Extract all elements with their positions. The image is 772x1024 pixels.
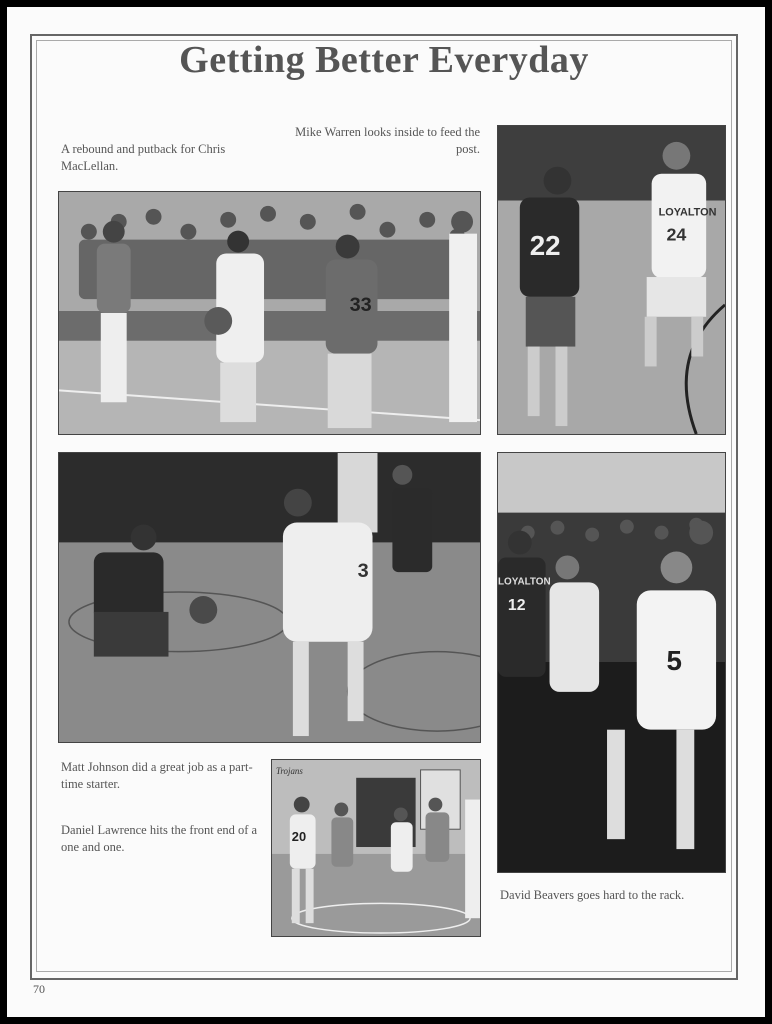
photo-feed-post	[497, 125, 726, 435]
jersey-number-3: 3	[357, 560, 369, 583]
jersey-number-24: 24	[666, 224, 687, 245]
caption-matt-johnson: Matt Johnson did a great job as a part-time starter.	[61, 760, 253, 791]
jersey-team-name-2: LOYALTON	[498, 576, 551, 588]
jersey-number-20: 20	[291, 829, 307, 845]
caption-david-beavers: David Beavers goes hard to the rack.	[500, 888, 685, 902]
photo-matt-johnson	[58, 452, 481, 743]
photo-david-beavers	[497, 452, 726, 873]
jersey-number-5: 5	[666, 644, 682, 676]
photo-rebound	[58, 191, 481, 435]
page-number: 70	[33, 982, 45, 996]
jersey-number-22: 22	[529, 230, 561, 262]
photo-daniel-lawrence	[271, 759, 481, 937]
jersey-number-12: 12	[507, 597, 526, 615]
page-title: Getting Better Everyday	[179, 39, 589, 81]
caption-daniel-lawrence: Daniel Lawrence hits the front end of a one and one.	[61, 823, 258, 854]
jersey-number-33: 33	[349, 294, 372, 317]
gym-banner: Trojans	[275, 765, 303, 776]
caption-rebound: A rebound and putback for Chris MacLellan.	[61, 142, 226, 173]
caption-feed: Mike Warren looks inside to feed the post.	[295, 125, 480, 156]
jersey-team-name-1: LOYALTON	[658, 206, 717, 219]
